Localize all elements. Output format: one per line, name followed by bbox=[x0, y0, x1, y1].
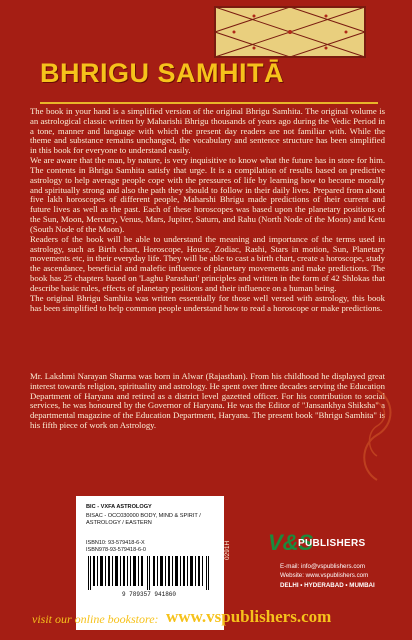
publisher-cities: DELHI • HYDERABAD • MUMBAI bbox=[280, 581, 375, 589]
bisac-code: BISAC - OCC030000 BODY, MIND & SPIRIT / ASTROLOGY / EASTERN bbox=[86, 513, 201, 526]
logo-vs-mark: V&S bbox=[268, 530, 314, 555]
description-paragraph: Readers of the book will be able to understand the meaning and importance of the terms used in astrology, such as Birth chart, Horoscope, House, Zodiac, Rashi, Stars in motion, Sun, Planetary movements etc, in their everyday life. They will be able to cast a birth chart, create a horoscope, study the ascendance, beneficial and malefic influence of planetary movements and make predictions. The book has 25 chapters based on 'Laghu Parashari' principles and written in the form of 42 Shlokas that describe basic rules, effects of planetary positions and their influence on a human being. bbox=[30, 233, 385, 293]
description-paragraph: We are aware that the man, by nature, is very inquisitive to know what the future has in store for him. The contents in Bhrigu Samhita satisfy that urge. It is a compilation of results based on predictive astrology to help average people cope with the pressures of life by learning how to become morally and spiritually strong and also the path they should to follow in their daily lives. Prepared from about five lakh horoscopes of different people, Maharshi Bhrigu made predictions of their current and future lives as well as the past. Each of these horoscopes was based upon the planetary positions of the Sun, Moon, Mercury, Venus, Mars, Jupiter, Saturn, and Rahu (North Node of the Moon) and Ketu (South Node of the Moon). bbox=[30, 155, 385, 234]
barcode-number: 9 789357 941860 bbox=[121, 591, 176, 598]
publisher-contact bbox=[280, 562, 398, 590]
isbn13: ISBN978-93-579418-6-0 bbox=[86, 546, 146, 553]
horoscope-chart-image bbox=[214, 6, 366, 58]
book-code: 0291H bbox=[224, 540, 231, 560]
publisher-email: E-mail: info@vspublishers.com bbox=[280, 563, 366, 570]
barcode-image bbox=[86, 556, 212, 590]
description-paragraph: The book in your hand is a simplified version of the original Bhrigu Samhita. The original volume is an astrological classic written by Maharishi Bhrigu thousands of years ago during the Vedic Period in a tone, manner and language with which the present day readers are not familiar with. While the theme and substance remains unchanged, the vocabulary and sentence structure has been simplified in this book for everyone to understand easily. bbox=[30, 106, 385, 156]
subject-codes bbox=[86, 504, 214, 526]
publisher-website: Website: www.vspublishers.com bbox=[280, 572, 369, 580]
decorative-spiral-image bbox=[355, 380, 400, 490]
book-description bbox=[30, 107, 385, 313]
bic-code: BIC - VXFA ASTROLOGY bbox=[86, 504, 152, 510]
author-bio: Mr. Lakshmi Narayan Sharma was born in Alwar (Rajasthan). From his childhood he displayed great interest towards religion, spirituality and astrology. He spent over three decades serving the Education Department of Haryana and retired as a district level gazetted officer. For his contribution to social services, he was honoured by the Governor of Haryana. He was the Editor of "Jansankhya Shiksha" a departmental magazine of the Education Department, Haryana. The present book "Bhrigu Samhita" is his fifth piece of work on Astrology. bbox=[30, 371, 385, 431]
isbn10: ISBN10: 93-579418-6-X bbox=[86, 540, 145, 546]
title-underline bbox=[40, 102, 378, 104]
footer-url[interactable]: www.vspublishers.com bbox=[166, 607, 332, 626]
description-paragraph: The original Bhrigu Samhita was written essentially for those well versed with astrology, this book has been simplified to help common people understand how to read a horoscope or make predictions. bbox=[30, 292, 385, 313]
book-title: BHRIGU SAMHITĀ bbox=[40, 58, 284, 88]
footer-label: visit our online bookstore: bbox=[32, 612, 159, 626]
logo-publisher-name: PUBLISHERS bbox=[298, 538, 366, 549]
isbn-text bbox=[86, 540, 146, 553]
